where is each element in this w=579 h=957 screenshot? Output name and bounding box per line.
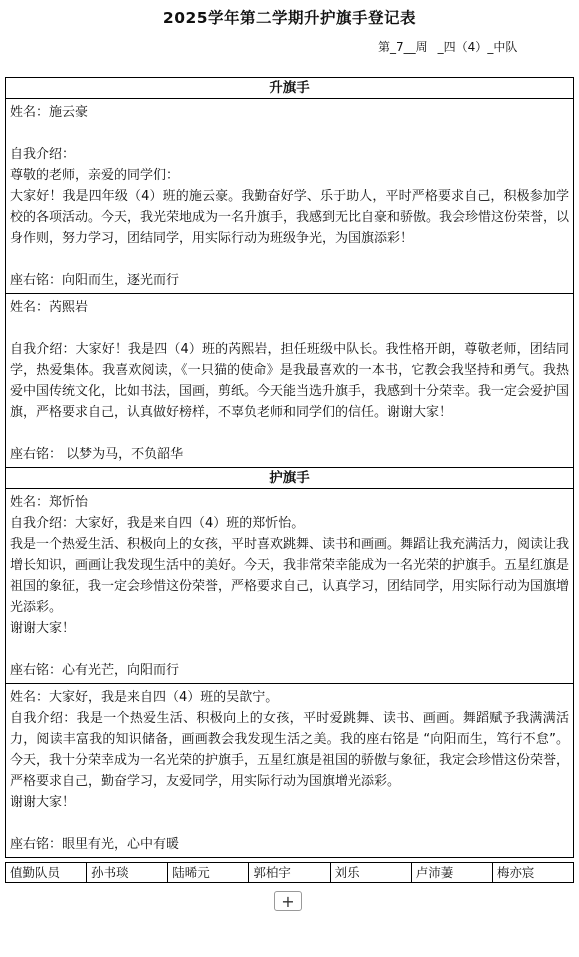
entry-blank-line: [10, 318, 569, 339]
entry-line: 自我介绍：大家好，我是来自四（4）班的郑忻怡。: [10, 516, 305, 531]
entry-line: 自我介绍：大家好！我是四（4）班的芮熙岩，担任班级中队长。我性格开朗，尊敬老师，团结同学，热爱集体。我喜欢阅读，《一只猫的使命》是我最喜欢的一本书，它教会我坚持和勇气。我热爱中国传统文化，比如书法，国画，剪纸。今天能当选升旗手，我感到十分荣幸。我一定会爱护国旗，严格要求自己，认真做好榜样，不辜负老师和同学们的信任。谢谢大家！: [10, 342, 570, 420]
entry-blank-line: [10, 249, 569, 270]
week-prefix: 第: [378, 40, 391, 54]
registration-table: [5, 77, 574, 858]
entry-line: 姓名：施云豪: [10, 105, 89, 120]
raise-section-heading: 升旗手: [6, 78, 574, 99]
duty-member[interactable]: 陆晞元: [168, 863, 249, 883]
entry-line: 座右铭：心有光芒，向阳而行: [10, 663, 180, 678]
entry-line: 座右铭：向阳而生，逐光而行: [10, 273, 180, 288]
entry-blank-line: [10, 123, 569, 144]
duty-member[interactable]: 梅亦宸: [492, 863, 573, 883]
entry-line: 自我介绍：我是一个热爱生活、积极向上的女孩，平时爱跳舞、读书、画画。舞蹈赋予我满满活力，阅读丰富我的知识储备，画画教会我发现生活之美。我的座右铭是 “向阳而生，笃行不怠”。今天，我十分荣幸成为一名光荣的护旗手，五星红旗是祖国的骄傲与象征，我定会珍惜这份荣誉，严格要求自己，勤奋学习，友爱同学，用实际行动为国旗增光添彩。: [10, 711, 570, 789]
entry-line: 座右铭：眼里有光，心中有暖: [10, 837, 180, 852]
week-class-info: [378, 38, 517, 55]
entry-line: 姓名：芮熙岩: [10, 300, 89, 315]
entry-line: 尊敬的老师，亲爱的同学们：: [10, 168, 180, 183]
raise-entry-2[interactable]: [6, 294, 574, 468]
guard-entry-2[interactable]: [6, 684, 574, 858]
entry-line: 谢谢大家！: [10, 795, 76, 810]
guard-entry-1[interactable]: [6, 489, 574, 684]
week-suffix: _周: [409, 40, 428, 54]
entry-blank-line: [10, 813, 569, 834]
raise-entry-1[interactable]: [6, 99, 574, 294]
entry-line: 大家好！我是四年级（4）班的施云豪。我勤奋好学、乐于助人，平时严格要求自己，积极参加学校的各项活动。今天，我光荣地成为一名升旗手，我感到无比自豪和骄傲。我会珍惜这份荣誉，以身作则，努力学习，团结同学，用实际行动为班级争光，为国旗添彩！: [10, 189, 570, 246]
duty-members-row: [5, 862, 574, 883]
entry-line: 我是一个热爱生活、积极向上的女孩，平时喜欢跳舞、读书和画画。舞蹈让我充满活力，阅读让我增长知识，画画让我发现生活中的美好。今天，我非常荣幸能成为一名光荣的护旗手。五星红旗是祖国的象征，我一定会珍惜这份荣誉，严格要求自己，认真学习，团结同学，用实际行动为国旗增光添彩。: [10, 537, 570, 615]
entry-line: 座右铭： 以梦为马，不负韶华: [10, 447, 184, 462]
add-row-button[interactable]: +: [274, 891, 302, 911]
duty-member[interactable]: 卢沛萋: [411, 863, 492, 883]
class-value[interactable]: _四（4）: [437, 40, 488, 54]
week-value[interactable]: _7_: [390, 40, 410, 54]
entry-line: 谢谢大家！: [10, 621, 76, 636]
guard-section-heading: 护旗手: [6, 468, 574, 489]
entry-line: 姓名：郑忻怡: [10, 495, 89, 510]
duty-label: 值勤队员: [6, 863, 87, 883]
duty-member[interactable]: 刘乐: [330, 863, 411, 883]
duty-member[interactable]: 郭柏宇: [249, 863, 330, 883]
entry-line: 姓名：大家好，我是来自四（4）班的吴歆宁。: [10, 690, 279, 705]
entry-blank-line: [10, 639, 569, 660]
entry-blank-line: [10, 423, 569, 444]
class-suffix: _中队: [487, 40, 518, 54]
entry-line: 自我介绍：: [10, 147, 76, 162]
duty-member[interactable]: 孙书琰: [87, 863, 168, 883]
page-title: 2025学年第二学期升护旗手登记表: [162, 9, 417, 27]
